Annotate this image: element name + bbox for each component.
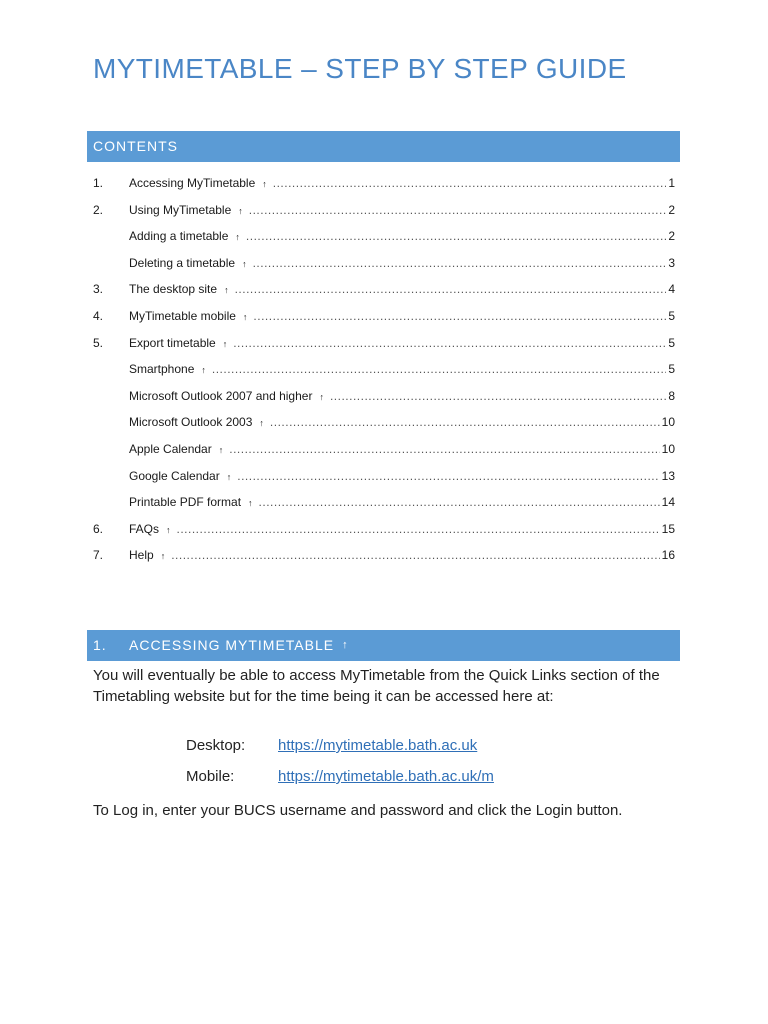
toc-dot-leader: [233, 336, 666, 350]
toc-dot-leader: [249, 203, 667, 217]
arrow-up-icon[interactable]: ↑: [248, 498, 253, 509]
toc-page-number: 5: [668, 362, 675, 377]
mobile-url-link[interactable]: https://mytimetable.bath.ac.uk/m: [278, 768, 494, 785]
arrow-up-icon[interactable]: ↑: [222, 338, 228, 349]
toc-entry-deleting[interactable]: [93, 256, 675, 283]
mobile-link-row: [186, 768, 494, 785]
toc-page-number: 4: [668, 282, 675, 297]
arrow-up-icon[interactable]: ↑: [201, 365, 206, 376]
toc-page-number: 3: [668, 255, 675, 270]
desktop-link-row: [186, 737, 477, 754]
toc-page-number: 1: [668, 176, 675, 190]
arrow-up-icon[interactable]: ↑: [166, 524, 171, 535]
toc-entry-desktop-site[interactable]: [93, 282, 675, 309]
toc-entry-export[interactable]: [93, 336, 675, 363]
toc-entry-adding[interactable]: [93, 229, 675, 256]
toc-page-number: 5: [668, 308, 675, 323]
toc-number: 5.: [93, 335, 104, 350]
toc-entry-printable-pdf[interactable]: [93, 495, 675, 522]
toc-number: 1.: [93, 176, 104, 190]
toc-entry-accessing[interactable]: [93, 176, 675, 203]
contents-heading: CONTENTS: [93, 138, 178, 154]
toc-page-number: 5: [668, 335, 675, 350]
toc-page-number: 2: [668, 202, 675, 217]
section-number: 1.: [93, 637, 107, 653]
arrow-up-icon[interactable]: ↑: [218, 444, 224, 455]
arrow-up-icon[interactable]: ↑: [160, 551, 166, 562]
document-title: MYTIMETABLE – STEP BY STEP GUIDE: [93, 53, 627, 84]
toc-dot-leader: [237, 469, 659, 483]
arrow-up-icon[interactable]: ↑: [238, 205, 243, 216]
arrow-up-icon[interactable]: ↑: [242, 258, 247, 269]
toc-title: Smartphone: [129, 362, 195, 377]
toc-entry-using[interactable]: [93, 203, 675, 230]
toc-number: 3.: [93, 282, 104, 297]
toc-title: Using MyTimetable: [129, 202, 232, 217]
toc-dot-leader: [171, 548, 659, 562]
toc-dot-leader: [253, 309, 666, 323]
toc-title: Adding a timetable: [129, 229, 229, 244]
toc-entry-apple-calendar[interactable]: [93, 442, 675, 469]
toc-dot-leader: [270, 415, 660, 429]
toc-number: 7.: [93, 548, 104, 563]
toc-dot-leader: [235, 282, 667, 296]
toc-entry-smartphone[interactable]: [93, 362, 675, 389]
toc-page-number: 16: [661, 548, 675, 563]
toc-entry-outlook-2007[interactable]: [93, 389, 675, 416]
mobile-label: Mobile:: [186, 768, 235, 785]
toc-dot-leader: [253, 256, 667, 270]
toc-title: Export timetable: [129, 335, 216, 350]
table-of-contents: [93, 176, 675, 575]
arrow-up-icon[interactable]: ↑: [235, 232, 240, 243]
toc-entry-mobile[interactable]: [93, 309, 675, 336]
contents-heading-band: [87, 131, 680, 162]
arrow-up-icon[interactable]: ↑: [226, 471, 232, 482]
toc-title: Google Calendar: [129, 468, 220, 483]
toc-number: 2.: [93, 202, 104, 217]
toc-title: Apple Calendar: [129, 441, 212, 456]
arrow-up-icon[interactable]: ↑: [224, 285, 229, 296]
toc-title: Help: [129, 548, 154, 563]
toc-dot-leader: [229, 442, 659, 456]
toc-page-number: 14: [661, 495, 675, 510]
section-heading: ACCESSING MYTIMETABLE: [129, 637, 335, 653]
arrow-up-icon[interactable]: ↑: [342, 639, 349, 651]
toc-title: Deleting a timetable: [129, 255, 236, 270]
toc-dot-leader: [177, 522, 660, 536]
toc-number: 6.: [93, 521, 104, 536]
toc-title: Microsoft Outlook 2003: [129, 415, 253, 430]
toc-page-number: 13: [661, 468, 675, 483]
toc-number: 4.: [93, 308, 104, 323]
toc-dot-leader: [246, 229, 666, 243]
toc-title: FAQs: [129, 521, 160, 536]
toc-page-number: 15: [661, 521, 675, 536]
section-heading-band: [87, 630, 680, 661]
section-intro-paragraph: You will eventually be able to access MyTimetable from the Quick Links section of the Timetabling website but for the time being it can be accessed here at:: [93, 667, 660, 705]
arrow-up-icon[interactable]: ↑: [319, 391, 324, 402]
toc-title: MyTimetable mobile: [129, 308, 236, 323]
login-instructions-paragraph: To Log in, enter your BUCS username and password and click the Login button.: [93, 802, 623, 819]
toc-entry-outlook-2003[interactable]: [93, 415, 675, 442]
toc-entry-faqs[interactable]: [93, 522, 675, 549]
toc-page-number: 10: [661, 415, 675, 430]
toc-dot-leader: [259, 495, 660, 509]
arrow-up-icon[interactable]: ↑: [259, 418, 264, 429]
arrow-up-icon[interactable]: ↑: [262, 179, 267, 189]
desktop-url-link[interactable]: https://mytimetable.bath.ac.uk: [278, 737, 478, 754]
toc-title: Accessing MyTimetable: [129, 176, 256, 190]
toc-entry-help[interactable]: [93, 548, 675, 575]
toc-title: Microsoft Outlook 2007 and higher: [129, 388, 313, 403]
toc-page-number: 8: [668, 388, 675, 403]
toc-dot-leader: [330, 389, 666, 403]
toc-title: The desktop site: [129, 282, 218, 297]
toc-page-number: 10: [661, 441, 675, 456]
desktop-label: Desktop:: [186, 737, 246, 754]
toc-page-number: 2: [668, 229, 675, 244]
toc-title: Printable PDF format: [129, 495, 242, 510]
toc-dot-leader: [273, 176, 667, 190]
arrow-up-icon[interactable]: ↑: [242, 311, 248, 322]
toc-dot-leader: [212, 362, 666, 376]
toc-entry-google-calendar[interactable]: [93, 469, 675, 496]
